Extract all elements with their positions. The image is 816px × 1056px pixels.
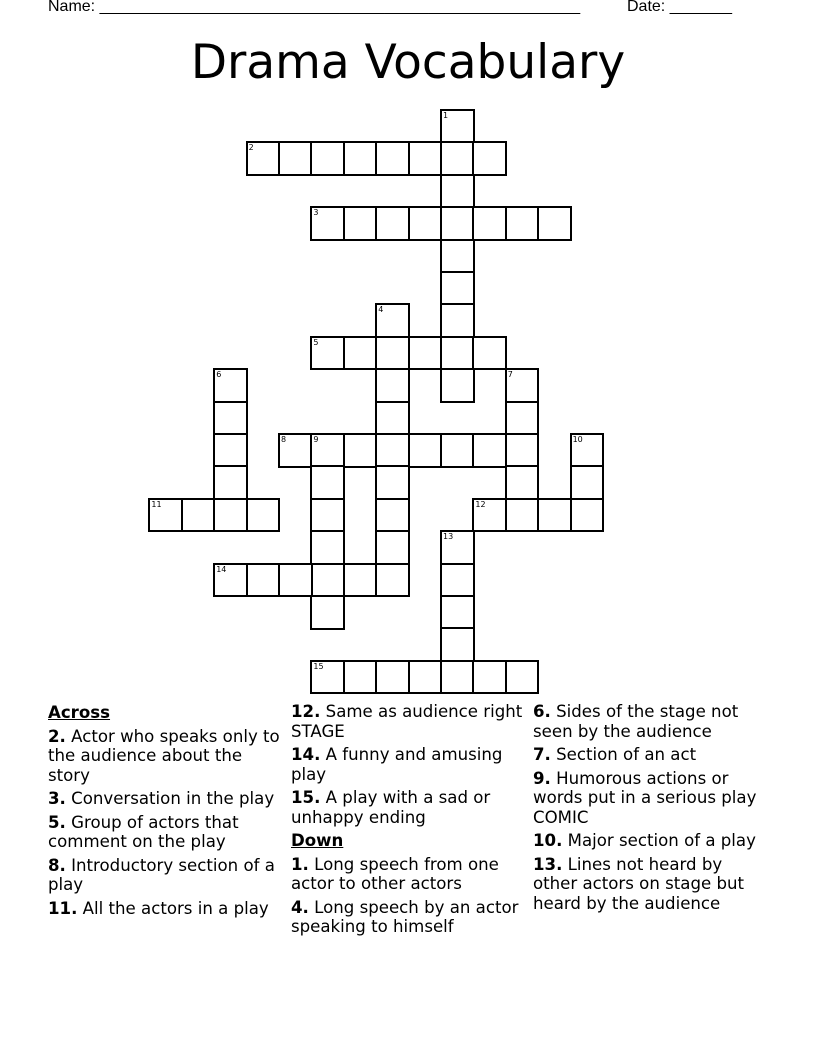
- clue-down-10: 10. Major section of a play: [533, 831, 756, 850]
- across-heading: Across: [48, 703, 111, 722]
- clue-number-label: 13: [443, 532, 454, 542]
- grid-cell[interactable]: [375, 401, 410, 436]
- grid-cell[interactable]: [440, 206, 475, 241]
- grid-cell[interactable]: [375, 303, 410, 338]
- clue-number-label: 4: [378, 305, 384, 315]
- clue-number-label: 5: [313, 337, 319, 347]
- grid-cell[interactable]: [472, 433, 507, 468]
- grid-cell[interactable]: [213, 368, 248, 403]
- grid-cell[interactable]: [343, 660, 378, 695]
- grid-cell[interactable]: [440, 433, 475, 468]
- clue-across-15: 15. A play with a sad or unhappy ending: [291, 788, 491, 827]
- grid-cell[interactable]: [310, 595, 345, 630]
- grid-cell[interactable]: [181, 498, 216, 533]
- grid-cell[interactable]: [537, 206, 572, 241]
- grid-cell[interactable]: [246, 563, 281, 598]
- grid-cell[interactable]: [213, 465, 248, 500]
- grid-cell[interactable]: [213, 433, 248, 468]
- grid-cell[interactable]: [375, 368, 410, 403]
- grid-cell[interactable]: [472, 660, 507, 695]
- clue-number-label: 1: [443, 111, 449, 120]
- grid-cell[interactable]: [375, 465, 410, 500]
- grid-cell[interactable]: [505, 465, 540, 500]
- grid-cell[interactable]: [505, 498, 540, 533]
- grid-cell[interactable]: [375, 336, 410, 371]
- clue-down-7: 7. Section of an act: [533, 745, 697, 764]
- clue-number-label: 14: [216, 564, 227, 574]
- grid-cell[interactable]: [440, 660, 475, 695]
- grid-cell[interactable]: [505, 368, 540, 403]
- clue-column-1: [48, 703, 280, 922]
- grid-cell[interactable]: [310, 660, 345, 695]
- grid-cell[interactable]: [148, 498, 183, 533]
- grid-cell[interactable]: [213, 563, 248, 598]
- grid-cell[interactable]: [472, 498, 507, 533]
- grid-cell[interactable]: [570, 465, 605, 500]
- grid-cell[interactable]: [246, 498, 281, 533]
- clue-across-11: 11. All the actors in a play: [48, 898, 269, 918]
- grid-cell[interactable]: [440, 530, 475, 565]
- grid-cell[interactable]: [505, 660, 540, 695]
- down-heading: Down: [291, 831, 344, 850]
- grid-cell[interactable]: [310, 498, 345, 533]
- date-field-label[interactable]: Date: _______: [627, 0, 732, 15]
- grid-cell[interactable]: [375, 498, 410, 533]
- grid-cell[interactable]: [440, 174, 475, 209]
- grid-cell[interactable]: [570, 433, 605, 468]
- clue-number-label: 8: [281, 435, 287, 444]
- grid-cell[interactable]: [310, 141, 345, 176]
- grid-cell[interactable]: [343, 433, 378, 468]
- clue-across-14: 14. A funny and amusing play: [291, 745, 503, 784]
- grid-cell[interactable]: [472, 206, 507, 241]
- grid-cell[interactable]: [440, 109, 475, 144]
- grid-cell[interactable]: [375, 660, 410, 695]
- clue-across-2: 2. Actor who speaks only to the audience about the story: [48, 726, 280, 785]
- grid-cell[interactable]: [505, 433, 540, 468]
- grid-cell[interactable]: [440, 271, 475, 306]
- grid-cell[interactable]: [440, 563, 475, 598]
- clue-column-2: [291, 702, 523, 941]
- grid-cell[interactable]: [472, 336, 507, 371]
- grid-cell[interactable]: [278, 141, 313, 176]
- clue-down-4: 4. Long speech by an actor speaking to himself: [291, 897, 519, 936]
- grid-cell[interactable]: [213, 498, 248, 533]
- clue-down-9: 9. Humorous actions or words put in a serious play COMIC: [533, 768, 757, 827]
- grid-cell[interactable]: [440, 368, 475, 403]
- grid-cell[interactable]: [505, 401, 540, 436]
- grid-cell[interactable]: [375, 530, 410, 565]
- grid-cell[interactable]: [570, 498, 605, 533]
- grid-cell[interactable]: [278, 433, 313, 468]
- grid-cell[interactable]: [440, 627, 475, 662]
- grid-cell[interactable]: [375, 433, 410, 468]
- clue-number-label: 12: [475, 499, 486, 509]
- grid-cell[interactable]: [310, 465, 345, 500]
- grid-cell[interactable]: [408, 141, 443, 176]
- clue-across-12: 12. Same as audience right STAGE: [291, 702, 523, 741]
- grid-cell[interactable]: [310, 336, 345, 371]
- grid-cell[interactable]: [246, 141, 281, 176]
- clue-number-label: 9: [313, 435, 319, 444]
- grid-cell[interactable]: [310, 433, 345, 468]
- grid-cell[interactable]: [310, 530, 345, 565]
- clue-across-5: 5. Group of actors that comment on the play: [48, 812, 239, 851]
- name-field-label[interactable]: Name: ______________________________________________________: [48, 0, 581, 15]
- clue-down-6: 6. Sides of the stage not seen by the audience: [533, 702, 739, 741]
- grid-cell[interactable]: [537, 498, 572, 533]
- clue-number-label: 2: [248, 143, 254, 153]
- grid-cell[interactable]: [343, 563, 378, 598]
- grid-cell[interactable]: [343, 336, 378, 371]
- grid-cell[interactable]: [505, 206, 540, 241]
- grid-cell[interactable]: [408, 336, 443, 371]
- clue-across-8: 8. Introductory section of a play: [48, 855, 275, 894]
- grid-cell[interactable]: [408, 206, 443, 241]
- grid-cell[interactable]: [408, 660, 443, 695]
- page-title: Drama Vocabulary: [190, 35, 626, 90]
- clue-column-3: [533, 702, 765, 917]
- grid-cell[interactable]: [278, 563, 313, 598]
- clue-number-label: 15: [313, 661, 324, 671]
- grid-cell[interactable]: [472, 141, 507, 176]
- grid-cell[interactable]: [440, 141, 475, 176]
- clue-down-1: 1. Long speech from one actor to other actors: [291, 854, 499, 893]
- grid-cell[interactable]: [440, 595, 475, 630]
- clue-number-label: 7: [507, 370, 513, 380]
- clue-number-label: 3: [313, 208, 319, 218]
- grid-cell[interactable]: [343, 141, 378, 176]
- grid-cell[interactable]: [310, 563, 345, 598]
- clue-number-label: 11: [151, 499, 162, 509]
- grid-cell[interactable]: [375, 206, 410, 241]
- grid-cell[interactable]: [440, 303, 475, 338]
- clue-down-13: 13. Lines not heard by other actors on stage but heard by the audience: [533, 854, 745, 913]
- grid-cell[interactable]: [375, 141, 410, 176]
- grid-cell[interactable]: [440, 239, 475, 274]
- clue-number-label: 6: [216, 370, 222, 380]
- grid-cell[interactable]: [440, 336, 475, 371]
- grid-cell[interactable]: [310, 206, 345, 241]
- grid-cell[interactable]: [375, 563, 410, 598]
- grid-cell[interactable]: [213, 401, 248, 436]
- grid-cell[interactable]: [408, 433, 443, 468]
- grid-cell[interactable]: [343, 206, 378, 241]
- clue-number-label: 10: [572, 435, 583, 444]
- clue-across-3: 3. Conversation in the play: [48, 789, 275, 808]
